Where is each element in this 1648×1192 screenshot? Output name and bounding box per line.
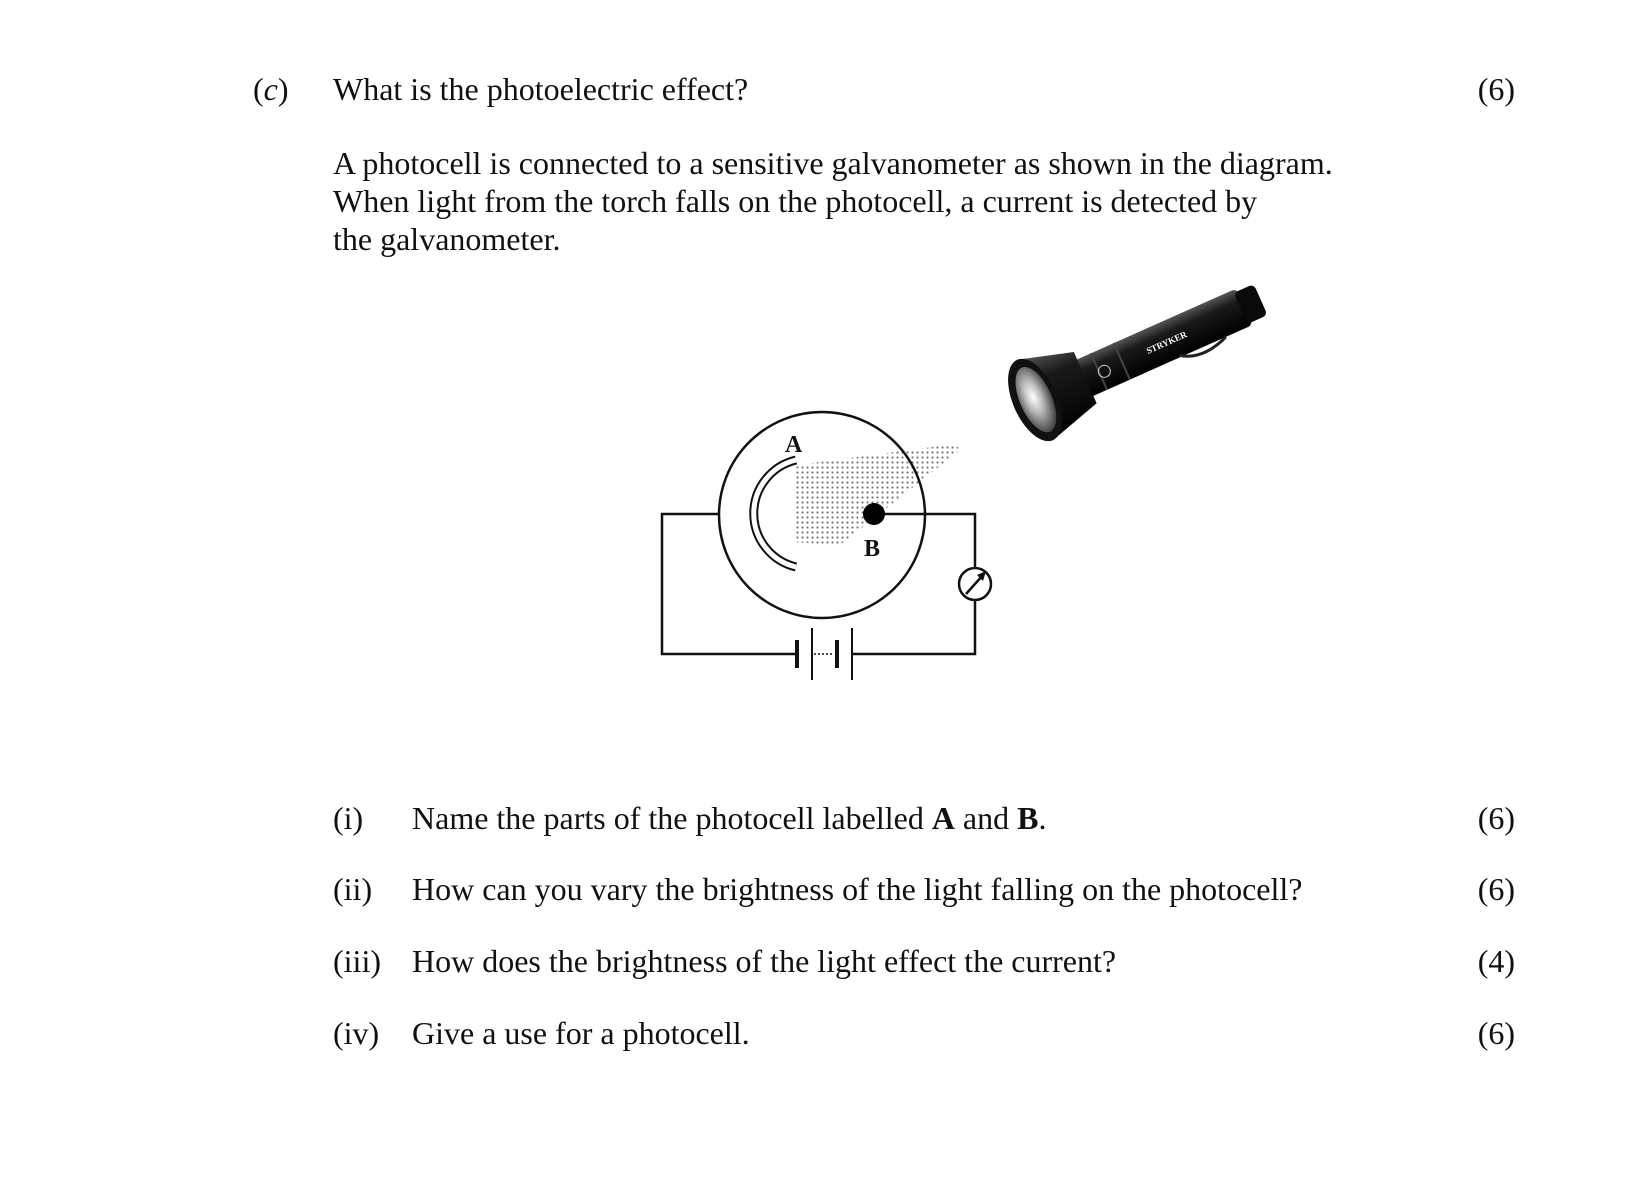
intro-line: the galvanometer. [333, 221, 561, 257]
subq-num: (i) [333, 800, 364, 836]
label-a: A [785, 432, 803, 458]
torch [997, 259, 1279, 449]
battery-symbol [797, 628, 852, 680]
subq-text: How does the brightness of the light effect the current? [412, 943, 1117, 979]
label-b: B [864, 536, 881, 562]
subq-text: Give a use for a photocell. [412, 1015, 750, 1051]
anode-b [863, 503, 885, 525]
intro-line: A photocell is connected to a sensitive galvanometer as shown in the diagram. [333, 145, 1333, 181]
subq-marks: (4) [1477, 943, 1515, 979]
part-marks: (6) [1477, 71, 1515, 107]
subq-text: Name the parts of the photocell labelled A and B. [412, 800, 1047, 836]
galvanometer [959, 568, 991, 600]
subq-marks: (6) [1477, 871, 1515, 907]
cathode-a [754, 460, 796, 567]
subq-text: How can you vary the brightness of the light falling on the photocell? [412, 871, 1303, 907]
part-label-letter: c [263, 71, 278, 107]
part-label-open: ( [253, 71, 264, 107]
subq-bold-b: B [1017, 800, 1039, 836]
subq-num: (ii) [333, 871, 373, 907]
torch-brand: STRYKER [1144, 329, 1189, 356]
part-label-close: ) [277, 71, 289, 107]
intro-line: When light from the torch falls on the photocell, a current is detected by [333, 183, 1258, 219]
subq-num: (iv) [333, 1015, 380, 1051]
subq-marks: (6) [1477, 800, 1515, 836]
subq-bold-a: A [931, 800, 955, 836]
part-question: What is the photoelectric effect? [333, 71, 749, 107]
subq-num: (iii) [333, 943, 381, 979]
subq-marks: (6) [1477, 1015, 1515, 1051]
